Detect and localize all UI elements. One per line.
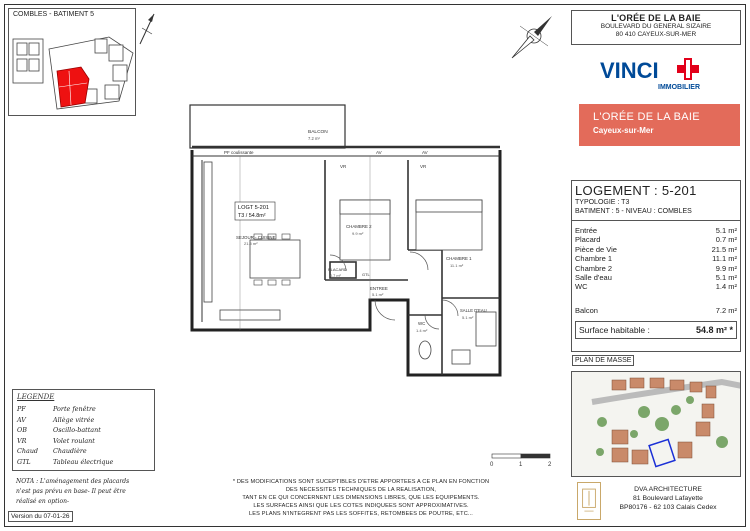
room-area: 9.9 m² — [715, 263, 737, 273]
room-row — [575, 226, 737, 235]
architect-line-2: BP80176 - 62 103 Calais Cedex — [619, 504, 717, 511]
room-row — [575, 273, 737, 282]
compass-rose-icon — [510, 12, 554, 62]
logement-typologie: TYPOLOGIE : T3 — [575, 199, 630, 206]
legend-key: GTL — [17, 457, 31, 466]
scale-tick-0: 0 — [490, 462, 494, 468]
banner-title: L'ORÉE DE LA BAIE — [593, 111, 700, 123]
legend — [12, 389, 155, 471]
room-area: 0.7 m² — [715, 235, 737, 245]
dva-logo-icon — [577, 482, 601, 520]
plan-sde-area: 5.1 m² — [462, 315, 474, 320]
plan-balcon-area: 7.2 m² — [308, 136, 320, 141]
key-plan-label: COMBLES - BATIMENT 5 — [13, 11, 95, 18]
nota-line-1: NOTA : L'aménagement des placards — [16, 478, 130, 485]
disclaimer — [196, 478, 526, 518]
key-plan-drawing — [9, 9, 137, 117]
disclaimer-line: DES NECESSITES TECHNIQUES DE LA REALISATION, — [285, 487, 437, 493]
room-name: Entrée — [575, 226, 598, 235]
legend-item — [17, 415, 150, 426]
plan-de-masse — [571, 371, 741, 477]
scale-tick-1: 1 — [519, 462, 523, 468]
nota-line-2: n'est pas prévu en base- Il peut être — [16, 488, 126, 495]
architect-name: DVA ARCHITECTURE — [634, 486, 702, 493]
plan-chambre2-area: 9.9 m² — [352, 231, 364, 236]
legend-item — [17, 425, 150, 436]
project-header — [571, 10, 741, 45]
room-name: Placard — [575, 235, 601, 245]
plan-entree-area: 5.1 m² — [372, 292, 384, 297]
balcon-name: Balcon — [575, 305, 598, 315]
legend-value: Tableau électrique — [53, 457, 114, 466]
room-row — [575, 282, 737, 291]
logement-info — [571, 180, 741, 352]
key-plan — [8, 8, 136, 116]
plan-logt-title: LOGT 5-201 — [238, 205, 269, 211]
legend-item — [17, 457, 150, 468]
plan-sde-label: SALLE D'EAU — [460, 308, 487, 313]
room-name: Salle d'eau — [575, 273, 612, 283]
scale-bar — [488, 452, 554, 468]
architect-line-1: 81 Boulevard Lafayette — [633, 495, 703, 502]
scale-tick-2: 2 — [548, 462, 552, 468]
balcony-outline — [190, 105, 345, 148]
legend-title: LEGENDE — [17, 393, 55, 401]
legend-value: Chaudière — [53, 447, 87, 455]
room-row — [575, 235, 737, 244]
room-row — [575, 245, 737, 254]
disclaimer-line: LES SURFACES AINSI QUE LES COTES INDIQUEES SONT APPROXIMATIVES. — [253, 503, 469, 509]
legend-key: OB — [17, 426, 27, 434]
legend-value: Allège vitrée — [53, 415, 95, 424]
plan-chambre1-label: CHAMBRE 1 — [446, 256, 472, 261]
plan-vr-label-2: VR — [420, 164, 427, 169]
legend-item — [17, 446, 150, 457]
project-banner — [579, 104, 740, 146]
legend-key: AV — [17, 415, 26, 424]
room-row — [575, 254, 737, 263]
surface-habitable — [575, 321, 737, 339]
legend-key: PF — [17, 405, 26, 413]
disclaimer-line: * DES MODIFICATIONS SONT SUCEPTIBLES D'ETRE APPORTEES A CE PLAN EN FONCTION — [232, 479, 490, 485]
room-area: 21.5 m² — [711, 244, 737, 254]
plan-wc-label: WC — [418, 321, 426, 326]
nota-line-3: réalisé en option- — [16, 498, 69, 505]
surface-label: Surface habitable : — [579, 325, 650, 336]
plan-pf-label: PF coulissante — [224, 150, 254, 155]
plan-logt-sub: T3 / 54.8m² — [238, 213, 266, 219]
plan-balcon-label: BALCON — [308, 130, 328, 135]
plan-entree-label: ENTREE — [370, 286, 388, 291]
legend-item — [17, 436, 150, 447]
site-plan-drawing — [572, 372, 741, 477]
disclaimer-line: LES PLANS N'INTEGRENT PAS LES SOFFITES, RETOMBEES DE POUTRE, ETC... — [248, 511, 474, 517]
info-separator — [572, 220, 740, 221]
plan-vr-label-1: VR — [340, 164, 347, 169]
plan-av-label-1: AV — [376, 150, 382, 155]
room-name: WC — [575, 282, 588, 292]
plan-chambre2-label: CHAMBRE 2 — [346, 224, 372, 229]
legend-value: Oscillo-battant — [53, 426, 101, 434]
legend-key: Chaud — [17, 447, 39, 455]
floor-plan — [180, 100, 520, 385]
legend-key: VR — [17, 436, 27, 445]
nota — [16, 477, 156, 507]
vinci-immobilier-logo — [598, 56, 708, 94]
plan-sejour-label: SEJOUR - CUISINE — [236, 235, 276, 240]
room-area: 1.4 m² — [715, 282, 737, 292]
plan-placard-area: 0.7 m² — [330, 274, 341, 278]
project-address-1: BOULEVARD DU GENERAL SIZAIRE — [600, 23, 712, 30]
room-name: Pièce de Vie — [575, 244, 617, 254]
balcon-row — [575, 306, 737, 315]
north-arrow-icon — [136, 10, 158, 48]
legend-value: Volet roulant — [53, 436, 95, 445]
legend-item — [17, 404, 150, 415]
balcon-area: 7.2 m² — [715, 305, 737, 315]
room-row — [575, 264, 737, 273]
surface-value: 54.8 m² * — [695, 325, 733, 336]
room-area: 5.1 m² — [715, 226, 737, 235]
plan-wc-area: 1.4 m² — [416, 328, 428, 333]
room-name: Chambre 1 — [575, 254, 613, 264]
plan-sejour-area: 21.5 m² — [244, 241, 258, 246]
logement-batiment: BATIMENT : 5 - NIVEAU : COMBLES — [575, 208, 692, 215]
architect-block — [602, 485, 734, 512]
vinci-wordmark: VINCI — [600, 58, 659, 83]
vinci-sub: IMMOBILIER — [658, 84, 700, 91]
plan-de-masse-label: PLAN DE MASSE — [572, 355, 634, 366]
plan-av-label-2: AV — [422, 150, 428, 155]
project-address-2: 80 410 CAYEUX-SUR-MER — [615, 31, 697, 38]
room-list — [575, 226, 737, 292]
plan-chambre1-area: 11.1 m² — [450, 263, 464, 268]
room-area: 11.1 m² — [712, 254, 737, 264]
disclaimer-line: TANT EN CE QUI CONCERNENT LES DIMENSIONS LIBRES, QUE LES EQUIPEMENTS. — [242, 495, 480, 501]
banner-city: Cayeux-sur-Mer — [593, 126, 654, 135]
room-name: Chambre 2 — [575, 263, 613, 273]
room-area: 5.1 m² — [715, 273, 737, 283]
logement-title: LOGEMENT : 5-201 — [575, 183, 697, 198]
plan-gtl-label: GTL — [362, 272, 370, 277]
version-label: Version du 07-01-26 — [8, 511, 73, 522]
legend-value: Porte fenêtre — [53, 405, 96, 413]
plan-placard-label: PLACARD — [328, 267, 347, 272]
project-name: L'ORÉE DE LA BAIE — [611, 13, 701, 23]
